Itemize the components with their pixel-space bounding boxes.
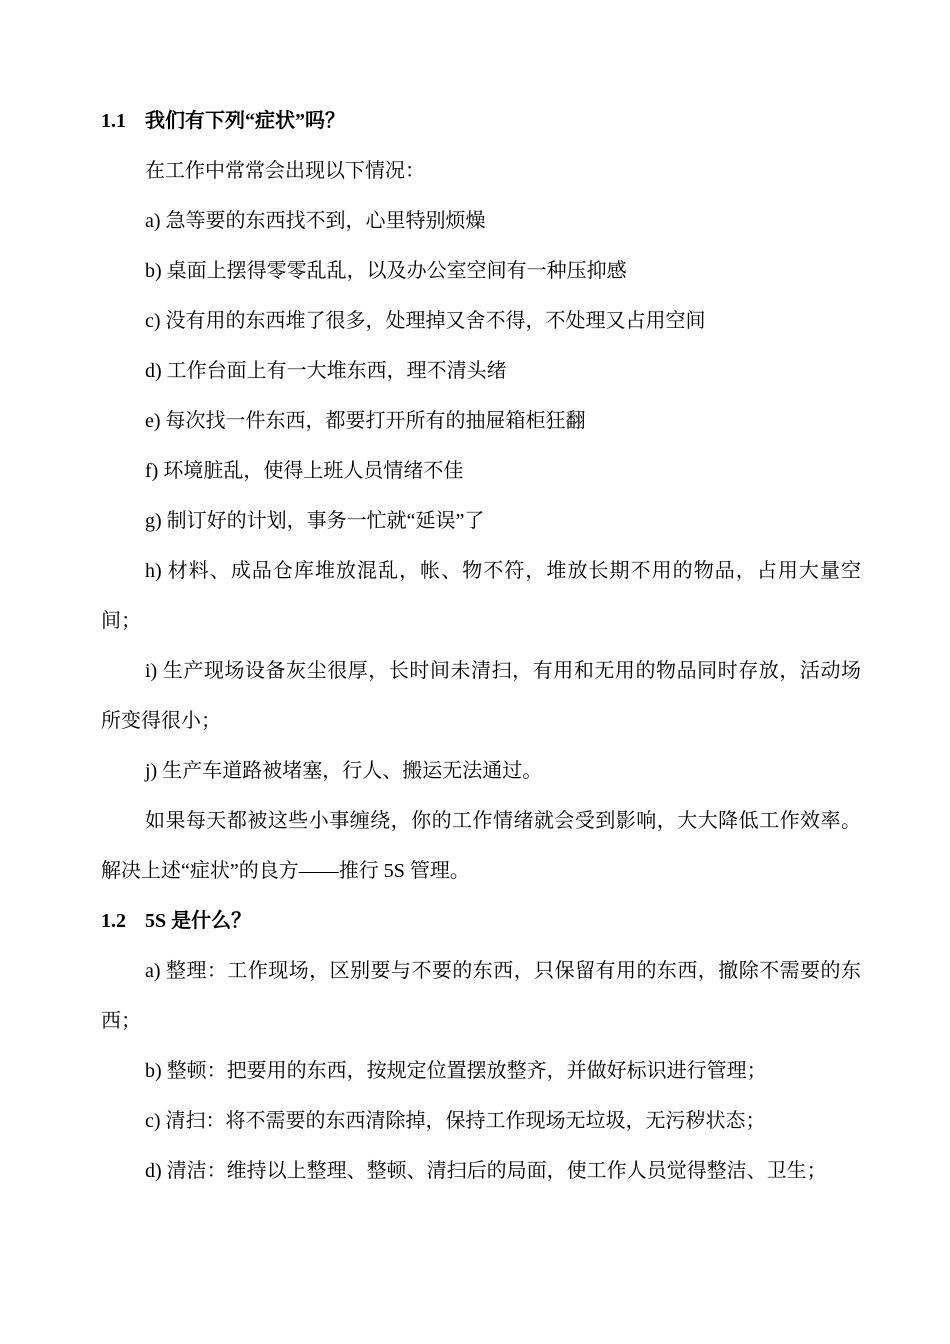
list-item: h) 材料、成品仓库堆放混乱，帐、物不符，堆放长期不用的物品，占用大量空间； bbox=[101, 560, 861, 632]
list-item: i) 生产现场设备灰尘很厚，长时间未清扫，有用和无用的物品同时存放，活动场所变得很小； bbox=[101, 660, 861, 732]
document-body bbox=[101, 96, 861, 1196]
list-item: d) 清洁：维持以上整理、整顿、清扫后的局面，使工作人员觉得整洁、卫生； bbox=[145, 1160, 827, 1182]
section-title: 我们有下列“症状”吗？ bbox=[145, 110, 345, 132]
section-number: 1.2 bbox=[101, 910, 126, 932]
list-item: g) 制订好的计划，事务一忙就“延误”了 bbox=[145, 510, 485, 532]
list-item: d) 工作台面上有一大堆东西，理不清头绪 bbox=[145, 360, 507, 382]
paragraph: 在工作中常常会出现以下情况： bbox=[145, 160, 425, 182]
section-heading-1-1 bbox=[101, 96, 861, 146]
section-title: 5S 是什么？ bbox=[145, 910, 252, 932]
list-item: c) 没有用的东西堆了很多，处理掉又舍不得，不处理又占用空间 bbox=[145, 310, 706, 332]
section-number: 1.1 bbox=[101, 110, 126, 132]
section-heading-1-2 bbox=[101, 896, 861, 946]
list-item: e) 每次找一件东西，都要打开所有的抽屉箱柜狂翻 bbox=[145, 410, 586, 432]
list-item: j) 生产车道路被堵塞，行人、搬运无法通过。 bbox=[145, 760, 543, 782]
list-item: c) 清扫：将不需要的东西清除掉，保持工作现场无垃圾，无污秽状态； bbox=[145, 1110, 766, 1132]
list-item: a) 急等要的东西找不到，心里特别烦燥 bbox=[145, 210, 486, 232]
list-item: b) 整顿：把要用的东西，按规定位置摆放整齐，并做好标识进行管理； bbox=[145, 1060, 767, 1082]
list-item: b) 桌面上摆得零零乱乱，以及办公室空间有一种压抑感 bbox=[145, 260, 627, 282]
list-item: a) 整理：工作现场，区别要与不要的东西，只保留有用的东西，撤除不需要的东西； bbox=[101, 960, 861, 1032]
paragraph: 如果每天都被这些小事缠绕，你的工作情绪就会受到影响，大大降低工作效率。解决上述“症状”的良方——推行 5S 管理。 bbox=[101, 810, 861, 882]
list-item: f) 环境脏乱，使得上班人员情绪不佳 bbox=[145, 460, 464, 482]
